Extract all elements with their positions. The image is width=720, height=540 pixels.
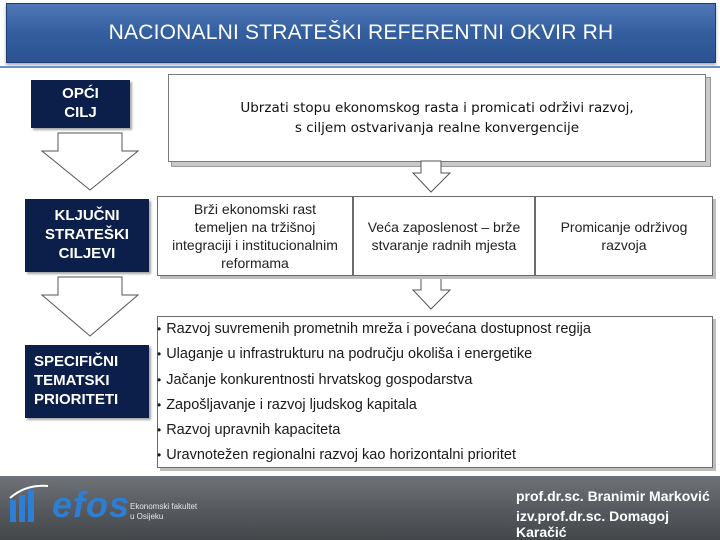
left-arrow-2-icon: [40, 277, 140, 337]
bullet-icon: •: [157, 448, 162, 462]
efos-logo-icon: [8, 484, 54, 524]
center-arrow-1-icon: [412, 161, 452, 193]
header-banner: [6, 3, 716, 63]
priority-text: Razvoj suvremenih prometnih mreža i povećana dostupnost regija: [166, 321, 591, 337]
priority-item: [157, 346, 532, 362]
label-specificni-line1: SPECIFIČNI: [34, 353, 119, 371]
strategic-goal-1-line1: Brži ekonomski rast: [193, 200, 317, 217]
priority-item: [157, 422, 340, 438]
general-goal-box: [168, 74, 706, 162]
bullet-icon: •: [157, 423, 162, 437]
priority-text: Razvoj upravnih kapaciteta: [166, 422, 341, 438]
label-specificni-line3: PRIORITETI: [34, 390, 119, 408]
institution-name: [130, 502, 197, 523]
institution-line2: u Osijeku: [130, 512, 164, 522]
header: [0, 0, 720, 64]
priority-text: Ulaganje u infrastrukturu na području okoliša i energetike: [166, 346, 533, 362]
strategic-goal-1-line3: integraciji i institucionalnim: [172, 237, 338, 253]
strategic-goal-2-line2: stvaranje radnih mjesta: [371, 237, 517, 253]
strategic-goal-1: [157, 196, 353, 276]
label-opci-cilj-line2: CILJ: [64, 104, 97, 121]
label-specificni-prioriteti: [25, 345, 149, 418]
label-specificni-line2: TEMATSKI: [34, 372, 110, 390]
label-kljucni-ciljevi: [25, 199, 149, 272]
strategic-goal-2: [353, 196, 535, 276]
strategic-goal-3-line1: Promicanje održivog: [560, 218, 688, 235]
priority-item: [157, 321, 591, 337]
priority-text: Zapošljavanje i razvoj ljudskog kapitala: [166, 397, 417, 413]
label-kljucni-line2: STRATEŠKI: [45, 226, 129, 244]
strategic-goal-2-line1: Veća zaposlenost – brže: [367, 218, 521, 235]
strategic-goal-1-line2: temeljen na tržišnoj: [194, 218, 316, 235]
bullet-icon: •: [157, 322, 162, 336]
label-opci-cilj: [31, 80, 130, 128]
priority-text: Jačanje konkurentnosti hrvatskog gospodarstva: [166, 372, 473, 388]
strategic-goal-3-line2: razvoja: [601, 237, 647, 253]
strategic-goal-3: [535, 196, 713, 276]
strategic-goal-1-line4: reformama: [221, 255, 289, 272]
bullet-icon: •: [157, 398, 162, 412]
label-kljucni-line3: CILJEVI: [58, 244, 116, 262]
priority-item: [157, 397, 417, 413]
general-goal-line2: s ciljem ostvarivanja realne konvergencije: [294, 120, 580, 136]
priorities-box: [157, 316, 713, 468]
page-title: NACIONALNI STRATEŠKI REFERENTNI OKVIR RH: [108, 21, 614, 44]
left-arrow-1-icon: [40, 133, 140, 191]
label-opci-cilj-line1: OPĆI: [62, 85, 99, 103]
priority-item: [157, 372, 473, 388]
institution-line1: Ekonomski fakultet: [130, 502, 198, 511]
priority-text: Uravnotežen regionalni razvoj kao horizontalni prioritet: [166, 447, 517, 463]
efos-logo: efos: [52, 484, 131, 525]
header-divider: [0, 66, 720, 68]
label-kljucni-line1: KLJUČNI: [54, 207, 120, 225]
strategic-goals-row: [157, 196, 713, 276]
general-goal-line1: Ubrzati stopu ekonomskog rasta i promicati održivi razvoj,: [240, 99, 634, 116]
author-2: izv.prof.dr.sc. Domagoj Karačić: [516, 508, 669, 540]
priority-item: [157, 447, 516, 463]
center-arrow-2-icon: [412, 278, 452, 310]
author-1: prof.dr.sc. Branimir Marković: [516, 488, 710, 504]
bullet-icon: •: [157, 373, 162, 387]
bullet-icon: •: [157, 347, 162, 361]
